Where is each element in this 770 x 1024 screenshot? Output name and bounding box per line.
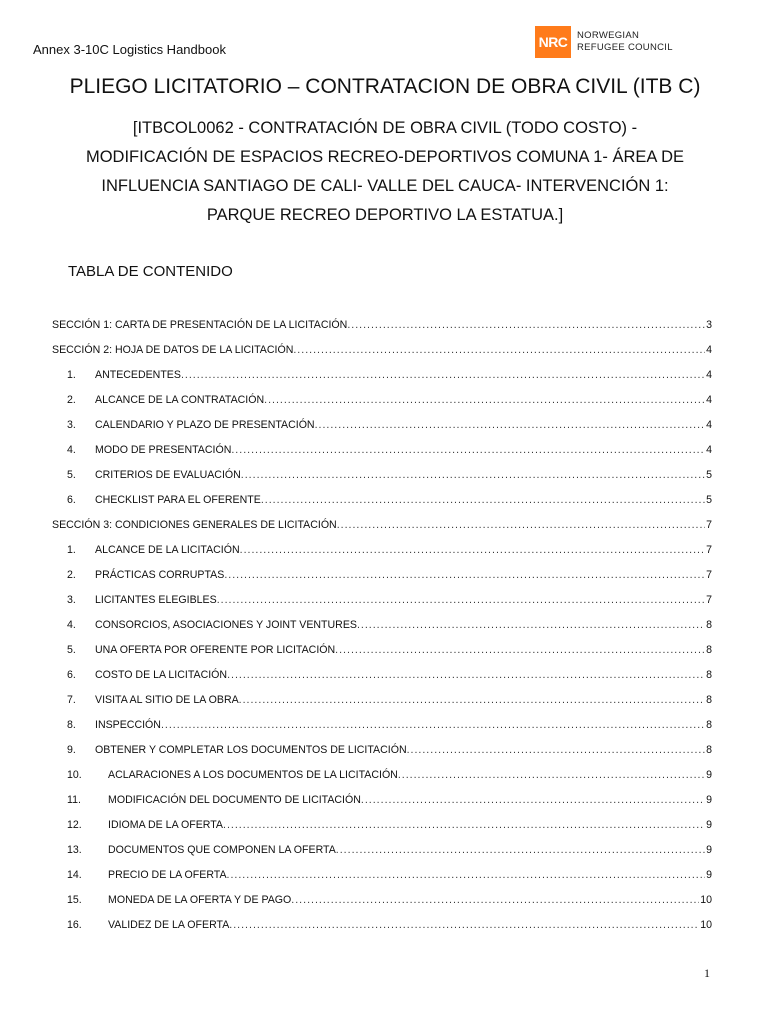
toc-entry-label: ACLARACIONES A LOS DOCUMENTOS DE LA LICITACIÓN <box>108 769 398 781</box>
toc-entry-label: LICITANTES ELEGIBLES <box>95 594 217 606</box>
toc-entry-page: 9 <box>706 869 712 881</box>
toc-entry-number: 6. <box>67 494 76 506</box>
toc-leader-dots <box>227 669 705 681</box>
toc-entry-label: ANTECEDENTES <box>95 369 181 381</box>
toc-entry-label: SECCIÓN 1: CARTA DE PRESENTACIÓN DE LA LICITACIÓN <box>52 319 348 331</box>
toc-entry-label: ALCANCE DE LA LICITACIÓN <box>95 544 240 556</box>
toc-entry[interactable] <box>0 816 770 841</box>
toc-entry[interactable] <box>0 566 770 591</box>
toc-entry-number: 2. <box>67 569 76 581</box>
toc-entry-number: 5. <box>67 644 76 656</box>
toc-entry[interactable] <box>0 416 770 441</box>
toc-leader-dots <box>407 744 706 756</box>
toc-leader-dots <box>161 719 705 731</box>
toc-entry-label: MODO DE PRESENTACIÓN <box>95 444 232 456</box>
toc-entry[interactable] <box>0 866 770 891</box>
toc-leader-dots <box>231 444 705 456</box>
handbook-reference: Annex 3-10C Logistics Handbook <box>33 42 226 57</box>
toc-entry-number: 10. <box>67 769 82 781</box>
toc-entry-page: 4 <box>706 369 712 381</box>
subtitle-line: [ITBCOL0062 - CONTRATACIÓN DE OBRA CIVIL (TODO COSTO) - <box>132 119 638 137</box>
toc-entry-label: ALCANCE DE LA CONTRATACIÓN <box>95 394 265 406</box>
toc-entry-label: PRECIO DE LA OFERTA <box>108 869 227 881</box>
page-number: 1 <box>704 966 710 980</box>
toc-entry-label: OBTENER Y COMPLETAR LOS DOCUMENTOS DE LICITACIÓN <box>95 744 407 756</box>
toc-entry-label: CONSORCIOS, ASOCIACIONES Y JOINT VENTURES <box>95 619 357 631</box>
toc-entry-number: 4. <box>67 444 76 456</box>
subtitle-line: INFLUENCIA SANTIAGO DE CALI- VALLE DEL CAUCA- INTERVENCIÓN 1: <box>101 177 669 195</box>
toc-entry-label: CRITERIOS DE EVALUACIÓN <box>95 469 241 481</box>
toc-entry-number: 9. <box>67 744 76 756</box>
toc-entry-label: CHECKLIST PARA EL OFERENTE <box>95 494 261 506</box>
toc-entry[interactable] <box>0 366 770 391</box>
toc-leader-dots <box>293 344 705 356</box>
toc-entry-label: COSTO DE LA LICITACIÓN <box>95 669 228 681</box>
document-title: PLIEGO LICITATORIO – CONTRATACION DE OBRA CIVIL (ITB C) <box>69 75 701 98</box>
toc-leader-dots <box>337 519 705 531</box>
toc-leader-dots <box>398 769 705 781</box>
toc-entry[interactable] <box>0 891 770 916</box>
nrc-logo-text <box>577 30 673 54</box>
toc-entry-page: 7 <box>706 519 712 531</box>
toc-entry[interactable] <box>0 516 770 541</box>
toc-leader-dots <box>217 594 705 606</box>
toc-leader-dots <box>336 844 705 856</box>
toc-entry-label: PRÁCTICAS CORRUPTAS <box>95 569 225 581</box>
toc-entry-page: 9 <box>706 794 712 806</box>
toc-entry-page: 8 <box>706 744 712 756</box>
toc-leader-dots <box>240 544 705 556</box>
toc-entry-label: SECCIÓN 2: HOJA DE DATOS DE LA LICITACIÓN <box>52 344 294 356</box>
toc-leader-dots <box>224 569 705 581</box>
toc-entry-label: SECCIÓN 3: CONDICIONES GENERALES DE LICITACIÓN <box>52 519 337 531</box>
toc-entry-label: VALIDEZ DE LA OFERTA <box>108 919 230 931</box>
toc-entry-page: 5 <box>706 469 712 481</box>
toc-entry-number: 3. <box>67 419 76 431</box>
toc-entry[interactable] <box>0 741 770 766</box>
toc-entry-number: 8. <box>67 719 76 731</box>
toc-entry-number: 6. <box>67 669 76 681</box>
toc-entry[interactable] <box>0 341 770 366</box>
toc-entry-label: INSPECCIÓN <box>95 719 161 731</box>
toc-leader-dots <box>361 794 705 806</box>
toc-entry-number: 2. <box>67 394 76 406</box>
toc-entry-label: IDIOMA DE LA OFERTA <box>108 819 223 831</box>
toc-entry-number: 13. <box>67 844 82 856</box>
toc-leader-dots <box>264 394 705 406</box>
toc-entry-page: 8 <box>706 644 712 656</box>
toc-entry[interactable] <box>0 616 770 641</box>
toc-entry-number: 11. <box>67 794 81 806</box>
toc-entry-number: 16. <box>67 919 82 931</box>
subtitle-line: PARQUE RECREO DEPORTIVO LA ESTATUA.] <box>206 206 564 224</box>
toc-entry-number: 1. <box>67 369 76 381</box>
toc-entry-page: 8 <box>706 719 712 731</box>
toc-leader-dots <box>229 919 699 931</box>
toc-leader-dots <box>223 819 705 831</box>
toc-entry[interactable] <box>0 641 770 666</box>
toc-entry-number: 15. <box>67 894 82 906</box>
toc-entry[interactable] <box>0 541 770 566</box>
toc-entry-page: 8 <box>706 694 712 706</box>
toc-entry-number: 14. <box>67 869 82 881</box>
toc-entry[interactable] <box>0 691 770 716</box>
toc-entry-page: 10 <box>700 919 712 931</box>
toc-entry-page: 8 <box>706 619 712 631</box>
toc-heading: TABLA DE CONTENIDO <box>68 263 233 280</box>
toc-entry-label: VISITA AL SITIO DE LA OBRA <box>95 694 239 706</box>
toc-entry-number: 5. <box>67 469 76 481</box>
toc-entry-page: 7 <box>706 569 712 581</box>
document-subtitle <box>40 114 730 230</box>
toc-entry-label: UNA OFERTA POR OFERENTE POR LICITACIÓN <box>95 644 336 656</box>
toc-entry[interactable] <box>0 466 770 491</box>
toc-entry-page: 10 <box>700 894 712 906</box>
toc-leader-dots <box>315 419 706 431</box>
toc-entry[interactable] <box>0 841 770 866</box>
nrc-logo-mark: NRC <box>535 26 571 58</box>
toc-entry-page: 9 <box>706 844 712 856</box>
toc-leader-dots <box>335 644 705 656</box>
toc-leader-dots <box>239 694 705 706</box>
table-of-contents <box>0 316 770 941</box>
toc-leader-dots <box>241 469 705 481</box>
toc-entry-number: 1. <box>67 544 76 556</box>
toc-entry[interactable] <box>0 791 770 816</box>
toc-entry-label: DOCUMENTOS QUE COMPONEN LA OFERTA <box>108 844 336 856</box>
toc-entry[interactable] <box>0 441 770 466</box>
toc-entry-page: 7 <box>706 594 712 606</box>
toc-entry[interactable] <box>0 316 770 341</box>
toc-entry-page: 4 <box>706 344 712 356</box>
toc-entry-page: 5 <box>706 494 712 506</box>
toc-entry-number: 3. <box>67 594 76 606</box>
toc-entry[interactable] <box>0 716 770 741</box>
logo-line-1: NORWEGIAN <box>577 30 640 41</box>
toc-entry-page: 8 <box>706 669 712 681</box>
toc-leader-dots <box>357 619 705 631</box>
logo-line-2: REFUGEE COUNCIL <box>577 42 673 53</box>
toc-entry-label: CALENDARIO Y PLAZO DE PRESENTACIÓN <box>95 419 315 431</box>
toc-entry-page: 3 <box>706 319 712 331</box>
toc-entry[interactable] <box>0 591 770 616</box>
toc-leader-dots <box>181 369 705 381</box>
toc-entry[interactable] <box>0 491 770 516</box>
toc-entry-label: MONEDA DE LA OFERTA Y DE PAGO <box>108 894 292 906</box>
toc-entry[interactable] <box>0 666 770 691</box>
toc-entry[interactable] <box>0 766 770 791</box>
toc-entry-page: 7 <box>706 544 712 556</box>
toc-entry-page: 4 <box>706 419 712 431</box>
toc-entry[interactable] <box>0 916 770 941</box>
toc-entry-page: 4 <box>706 444 712 456</box>
toc-leader-dots <box>347 319 705 331</box>
toc-entry[interactable] <box>0 391 770 416</box>
subtitle-line: MODIFICACIÓN DE ESPACIOS RECREO-DEPORTIVOS COMUNA 1- ÁREA DE <box>85 148 685 166</box>
toc-leader-dots <box>261 494 705 506</box>
toc-entry-page: 4 <box>706 394 712 406</box>
toc-entry-page: 9 <box>706 769 712 781</box>
toc-entry-number: 7. <box>67 694 76 706</box>
toc-leader-dots <box>227 869 706 881</box>
toc-entry-page: 9 <box>706 819 712 831</box>
toc-leader-dots <box>291 894 699 906</box>
nrc-logo <box>535 26 673 58</box>
toc-entry-label: MODIFICACIÓN DEL DOCUMENTO DE LICITACIÓN <box>108 794 361 806</box>
toc-entry-number: 4. <box>67 619 76 631</box>
toc-entry-number: 12. <box>67 819 82 831</box>
